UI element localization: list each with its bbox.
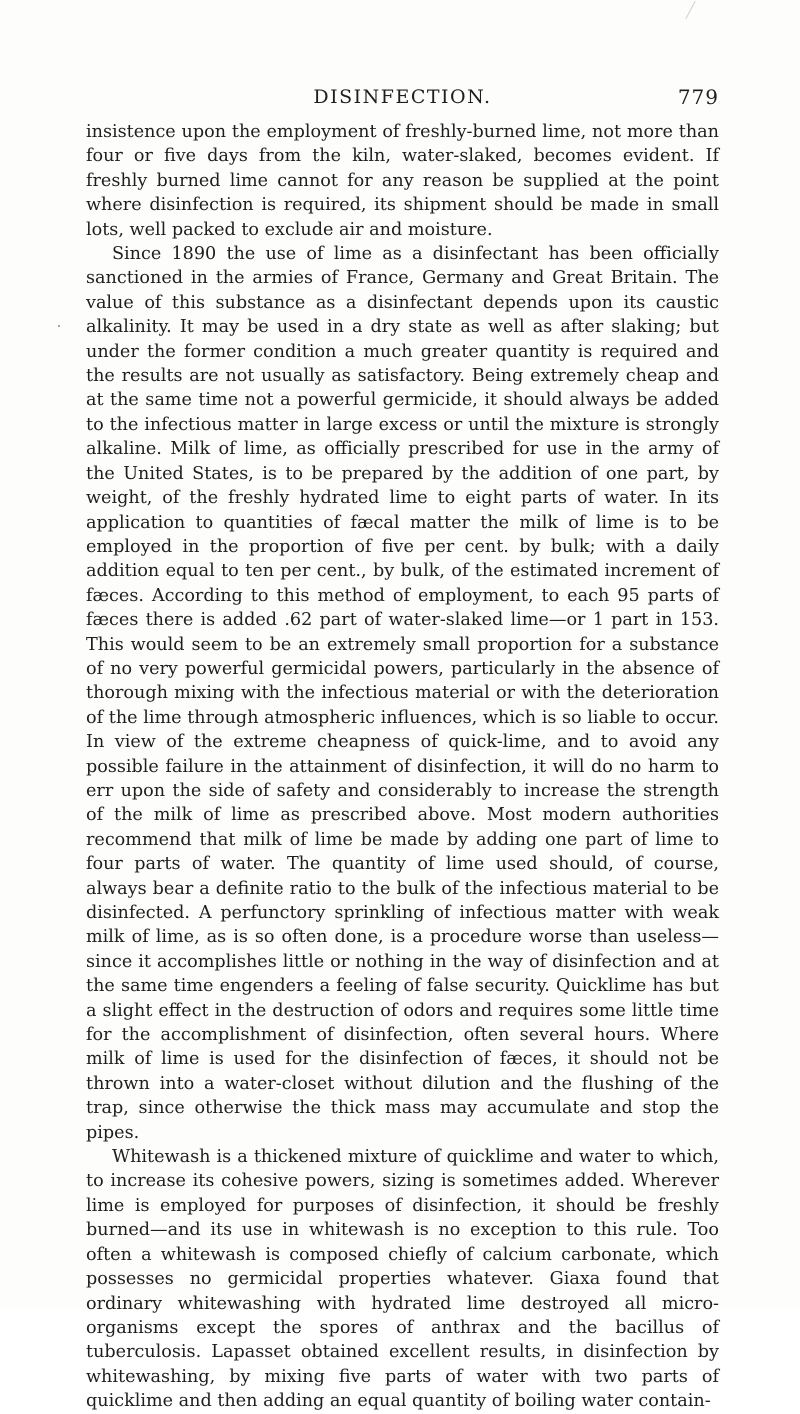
page-header <box>86 82 719 112</box>
body-text <box>86 120 719 1414</box>
scan-artifact-line <box>685 1 695 19</box>
running-title: DISINFECTION. <box>313 86 492 108</box>
margin-speck <box>58 325 60 327</box>
paragraph-whitewash: Whitewash is a thickened mixture of quicklime and water to which, to increase its cohesive powers, sizing is sometimes added. Wherever lime is employed for purposes of disinfection, it should be freshly burned—and its use in whitewash is no exception to this rule. Too often a whitewash is composed chiefly of calcium carbonate, which possesses no germicidal properties whatever. Giaxa found that ordinary whitewashing with hydrated lime destroyed all micro-organisms except the spores of anthrax and the bacillus of tuberculosis. Lapasset obtained excellent results, in disinfection by whitewashing, by mixing five parts of water with two parts of quicklime and then adding an equal quantity of boiling water contain- <box>86 1147 719 1412</box>
paragraph-continuation: insistence upon the employment of freshly-burned lime, not more than four or five days from the kiln, water-slaked, becomes evident. If freshly burned lime cannot for any reason be supplied at the point where disinfection is required, its shipment should be made in small lots, well packed to exclude air and moisture. <box>86 122 719 240</box>
paragraph-lime-army-use: Since 1890 the use of lime as a disinfectant has been officially sanctioned in the armies of France, Germany and Great Britain. The value of this substance as a disinfectant depends upon its caustic alkalinity. It may be used in a dry state as well as after slaking; but under the former condition a much greater quantity is required and the results are not usually as satisfactory. Being extremely cheap and at the same time not a powerful germicide, it should always be added to the infectious matter in large excess or until the mixture is strongly alkaline. Milk of lime, as officially prescribed for use in the army of the United States, is to be prepared by the addition of one part, by weight, of the freshly hydrated lime to eight parts of water. In its application to quantities of fæcal matter the milk of lime is to be employed in the proportion of five per cent. by bulk; with a daily addition equal to ten per cent., by bulk, of the estimated increment of fæces. According to this method of employment, to each 95 parts of fæces there is added .62 part of water-slaked lime—or 1 part in 153. This would seem to be an extremely small proportion for a substance of no very powerful germicidal powers, particularly in the absence of thorough mixing with the infectious material or with the deterioration of the lime through atmospheric influences, which is so liable to occur. In view of the extreme cheapness of quick-lime, and to avoid any possible failure in the attainment of disinfection, it will do no harm to err upon the side of safety and considerably to increase the strength of the milk of lime as prescribed above. Most modern authorities recommend that milk of lime be made by adding one part of lime to four parts of water. The quantity of lime used should, of course, always bear a definite ratio to the bulk of the infectious material to be disinfected. A perfunctory sprinkling of infectious matter with weak milk of lime, as is so often done, is a procedure worse than useless—since it accomplishes little or nothing in the way of disinfection and at the same time engenders a feeling of false security. Quicklime has but a slight effect in the destruction of odors and requires some little time for the accomplishment of disinfection, often several hours. Where milk of lime is used for the disinfection of fæces, it should not be thrown into a water-closet without dilution and the flushing of the trap, since otherwise the thick mass may accumulate and stop the pipes. <box>86 244 719 1143</box>
page-number: 779 <box>677 85 719 109</box>
